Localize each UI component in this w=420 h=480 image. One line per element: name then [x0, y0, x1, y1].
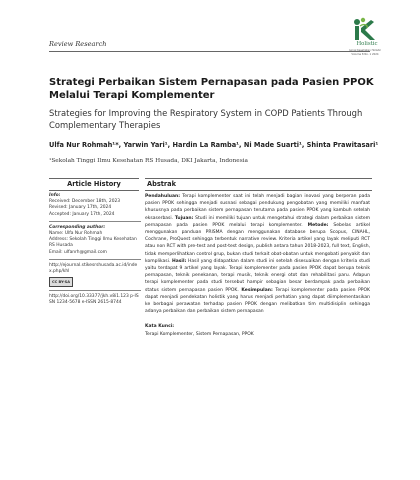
divider	[49, 221, 141, 222]
pendahuluan-text: Terapi komplementer saat ini telah menjadi bagian inovasi yang berperan pada pasien PPOK sehingga menjadi susnasi sebagai pendukung pengobatan yang memiliki manfaat khususnya pada perbaikan sistem pernapasan terutama pada pasien PPOK yang kambuh setelah eksaserbasi.	[145, 194, 370, 221]
divider	[49, 259, 141, 260]
corresponding-address: Address: Sekolah Tinggi Ilmu Kesehatan RS Husada	[49, 237, 137, 249]
abstract-body	[145, 193, 370, 338]
corresponding-label: Corresponding author:	[49, 224, 106, 230]
logo-subline: Volume 8 No. 1 2024	[351, 53, 379, 56]
section-label: Review Research	[49, 40, 107, 48]
journal-logo-icon	[341, 16, 389, 42]
article-history	[49, 193, 141, 307]
abstract-paragraph	[145, 193, 370, 315]
corresponding-email: Email: ulfanrh@gmail.com	[49, 249, 107, 255]
license-row	[49, 277, 141, 287]
keywords-block	[145, 323, 370, 337]
article-history-heading: Article History	[49, 178, 139, 191]
divider	[49, 290, 141, 291]
tujuan-text: Studi ini memiliki tujuan untuk mengetahui strategi dalam perbaikan sistem pernapasan pada pasien PPOK melalui terapi komplementer.	[145, 215, 370, 228]
kesimpulan-label: Kesimpulan:	[241, 287, 273, 293]
journal-link[interactable]: http://ejournal.stikesrshusada.ac.id/index.php/khl	[49, 262, 138, 275]
author-list: Ulfa Nur Rohmah¹*, Yarwin Yari¹, Hardin La Ramba¹, Ni Made Suarti¹, Shinta Prawitasari¹	[49, 141, 379, 149]
metode-text: Sebelas artikel menggunakan panduan PRISMA dengan menggunakan database berupa Scopus, CINAHL, Cochrane, ProQuest sehingga terbentuk narrative review. Kriteria artikel yang layak meliputi RCT atau non RCT with pre-test and post-test design, publish antara tahun 2018-2023, full text, English, tidak memperlihatkan control grup, bukan studi terkait obat-obatan untuk mengobati penyakit dan komplikasi.	[145, 222, 370, 264]
logo-subline: Jurnal Kesehatan Holistic	[348, 49, 382, 52]
article-title: Strategi Perbaikan Sistem Pernapasan pada Pasien PPOK Melalui Terapi Komplementer	[49, 77, 374, 101]
corresponding-name: Name: Ulfa Nur Rohmah	[49, 231, 103, 237]
doi-issn[interactable]: http://doi.org/10.33377/jkh.v8i1.123 p-ISSN 1234-5678 e-ISSN 2615-8744	[49, 294, 139, 306]
abstract-heading: Abstrak	[145, 178, 372, 191]
metode-label: Metode:	[307, 222, 329, 228]
article-subtitle: Strategies for Improving the Respiratory System in COPD Patients Through Complementary Therapies	[49, 108, 363, 130]
accepted-date: Accepted: January 17th, 2024	[49, 211, 115, 217]
info-label: Info:	[49, 193, 61, 198]
tujuan-label: Tujuan:	[174, 215, 194, 221]
hasil-label: Hasil:	[171, 258, 187, 264]
affiliation: ¹Sekolah Tinggi Ilmu Kesehatan RS Husada, DKI Jakarta, Indonesia	[49, 158, 248, 164]
pendahuluan-label: Pendahuluan:	[145, 194, 181, 199]
received-date: Received: December 18th, 2023	[49, 199, 121, 205]
revised-date: Revised: January 17th, 2024	[49, 205, 112, 211]
keywords-text: Terapi Komplementer, Sistem Pernapasan, PPOK	[145, 331, 254, 337]
logo-word: Holistic	[356, 41, 378, 47]
hasil-text: Hasil yang didapatkan dalam studi ini setelah disesuaikan dengan kriteria studi yaitu terdapat 9 artikel yang layak. Terapi komplementer pada pasien PPOK dapat berupa teknik pernapasan, teknik penekanan, terapi musik, teknik energi otot dan rehabilitasi paru. Adapun terapi komplementer pada studi tersebut hampir sebagian besar berdampak pada perbaikan status sistem pernapasan pasien PPOK.	[145, 258, 370, 293]
kesimpulan-text: Terapi komplementer pada pasien PPOK dapat menjadi pendekatan holistik yang harus menjadi perhatian yang dapat diimplementasikan ke berbagai perawatan terhadap pasien PPOK dengan melibatkan tim multidisiplin sehingga adanya perbaikan dan perbaikan sistem pernapasan	[145, 287, 370, 315]
cc-license-icon: CC BY-SA	[49, 277, 73, 287]
journal-logo	[341, 16, 389, 60]
keywords-label: Kata Kunci:	[145, 324, 175, 330]
header-rule	[49, 51, 370, 52]
